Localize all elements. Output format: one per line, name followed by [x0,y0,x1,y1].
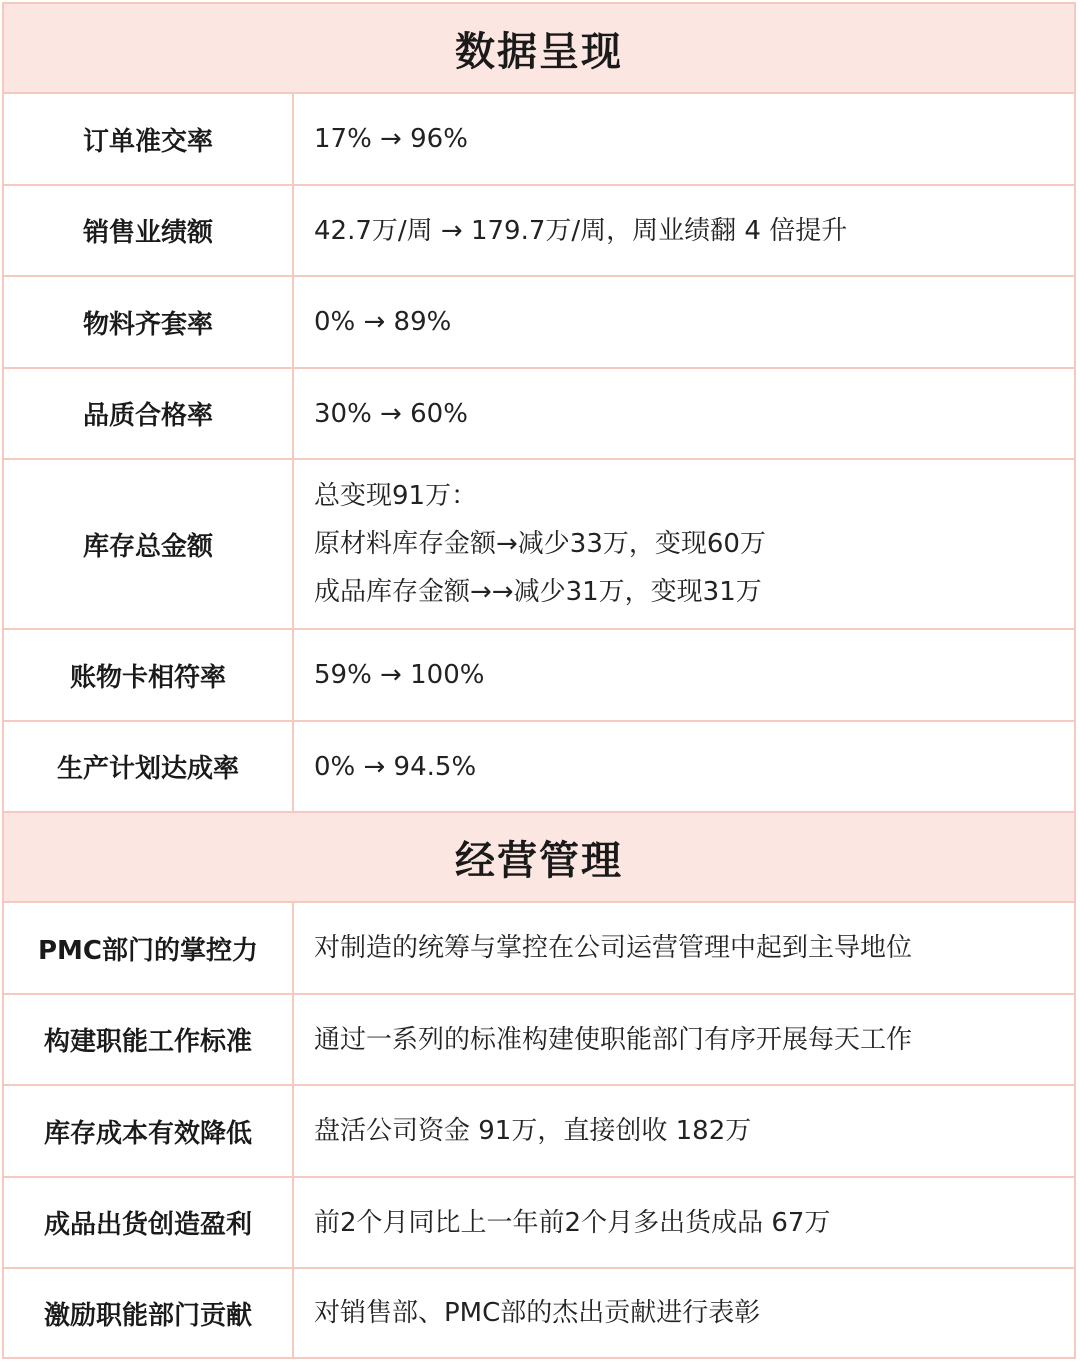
row-value [294,277,1074,367]
value-line: 原材料库存金额→减少33万，变现60万 [314,529,766,559]
row-value [294,369,1074,458]
row-value [294,1269,1074,1357]
value-line: 30% → 60% [314,398,468,429]
table-row [4,94,1074,186]
table-row [4,1086,1074,1178]
row-label: 销售业绩额 [4,186,294,275]
value-line: 对销售部、PMC部的杰出贡献进行表彰 [314,1298,761,1328]
row-value [294,903,1074,993]
section-body-management [4,903,1074,1359]
row-label: 订单准交率 [4,94,294,184]
table-row [4,460,1074,630]
row-label: PMC部门的掌控力 [4,903,294,993]
row-label: 账物卡相符率 [4,630,294,720]
value-line: 0% → 94.5% [314,751,477,782]
value-line: 前2个月同比上一年前2个月多出货成品 67万 [314,1207,831,1238]
section-title: 经营管理 [455,837,623,884]
value-line: 59% → 100% [314,660,485,690]
row-value [294,722,1074,811]
table-row [4,722,1074,813]
row-label: 生产计划达成率 [4,722,294,811]
row-label: 库存总金额 [4,460,294,628]
value-line: 通过一系列的标准构建使职能部门有序开展每天工作 [314,1024,913,1055]
value-line: 盘活公司资金 91万，直接创收 182万 [314,1116,752,1146]
row-value [294,1086,1074,1176]
row-value [294,630,1074,720]
value-line: 0% → 89% [314,307,452,337]
row-value [294,460,1074,628]
row-label: 物料齐套率 [4,277,294,367]
value-line: 成品库存金额→→减少31万，变现31万 [314,577,762,607]
row-label: 激励职能部门贡献 [4,1269,294,1357]
data-table [2,2,1076,1359]
row-value [294,186,1074,275]
row-value [294,94,1074,184]
section-header-management [4,813,1074,903]
row-label: 库存成本有效降低 [4,1086,294,1176]
table-row [4,995,1074,1086]
value-line: 42.7万/周 → 179.7万/周，周业绩翻 4 倍提升 [314,215,848,246]
table-row [4,369,1074,460]
table-row [4,186,1074,277]
section-body-data [4,94,1074,813]
table-row [4,277,1074,369]
value-line: 对制造的统筹与掌控在公司运营管理中起到主导地位 [314,933,913,963]
table-row [4,1269,1074,1359]
row-value [294,995,1074,1084]
section-header-data [4,4,1074,94]
row-value [294,1178,1074,1267]
row-label: 品质合格率 [4,369,294,458]
table-row [4,903,1074,995]
value-line: 总变现91万： [314,481,478,511]
row-label: 成品出货创造盈利 [4,1178,294,1267]
table-row [4,630,1074,722]
value-line: 17% → 96% [314,124,468,154]
table-row [4,1178,1074,1269]
row-label: 构建职能工作标准 [4,995,294,1084]
section-title: 数据呈现 [455,28,623,75]
